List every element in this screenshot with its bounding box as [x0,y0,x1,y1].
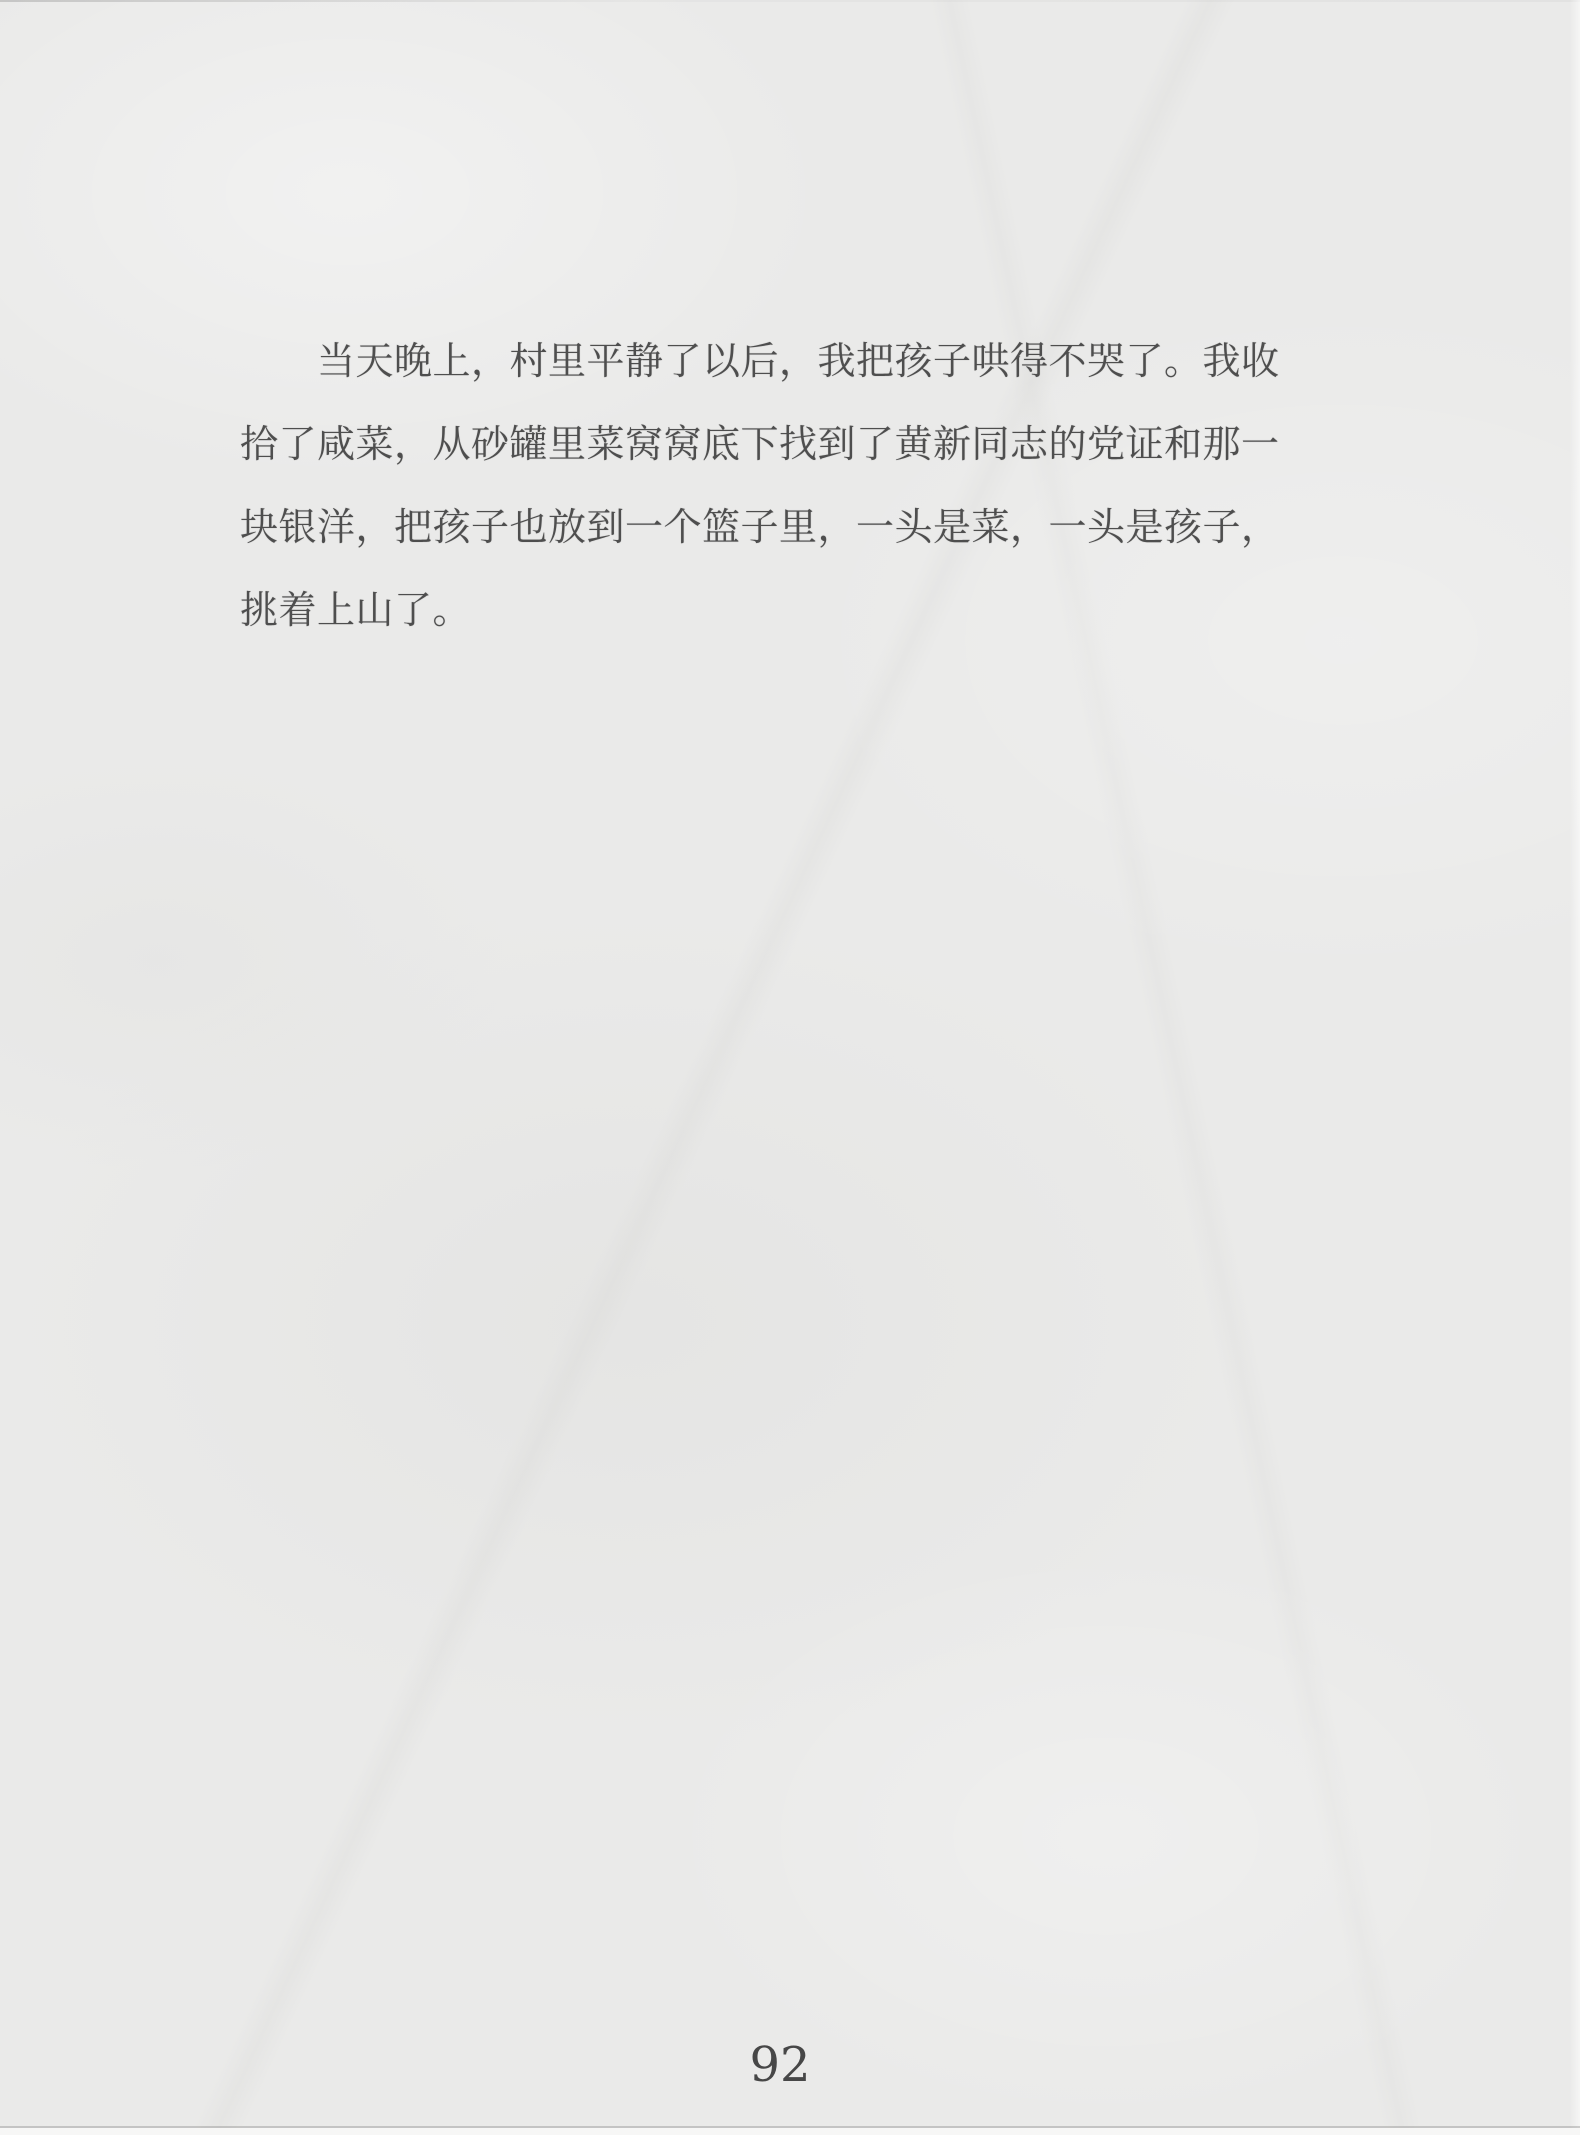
scan-edge-top [0,0,1580,2]
page-number: 92 [749,2037,811,2093]
scan-edge-right [1570,0,1580,2135]
scan-edge-bottom-strip [0,2128,1580,2135]
paragraph-line-4: 挑着上山了。 [240,588,472,632]
paragraph-line-1: 当天晚上，村里平静了以后，我把孩子哄得不哭了。我收 [317,339,1280,383]
paragraph-line-3: 块银洋，把孩子也放到一个篮子里，一头是菜，一头是孩子， [240,505,1280,549]
paragraph-line-2: 拾了咸菜，从砂罐里菜窝窝底下找到了黄新同志的党证和那一 [240,422,1280,466]
body-paragraph [240,320,1285,652]
